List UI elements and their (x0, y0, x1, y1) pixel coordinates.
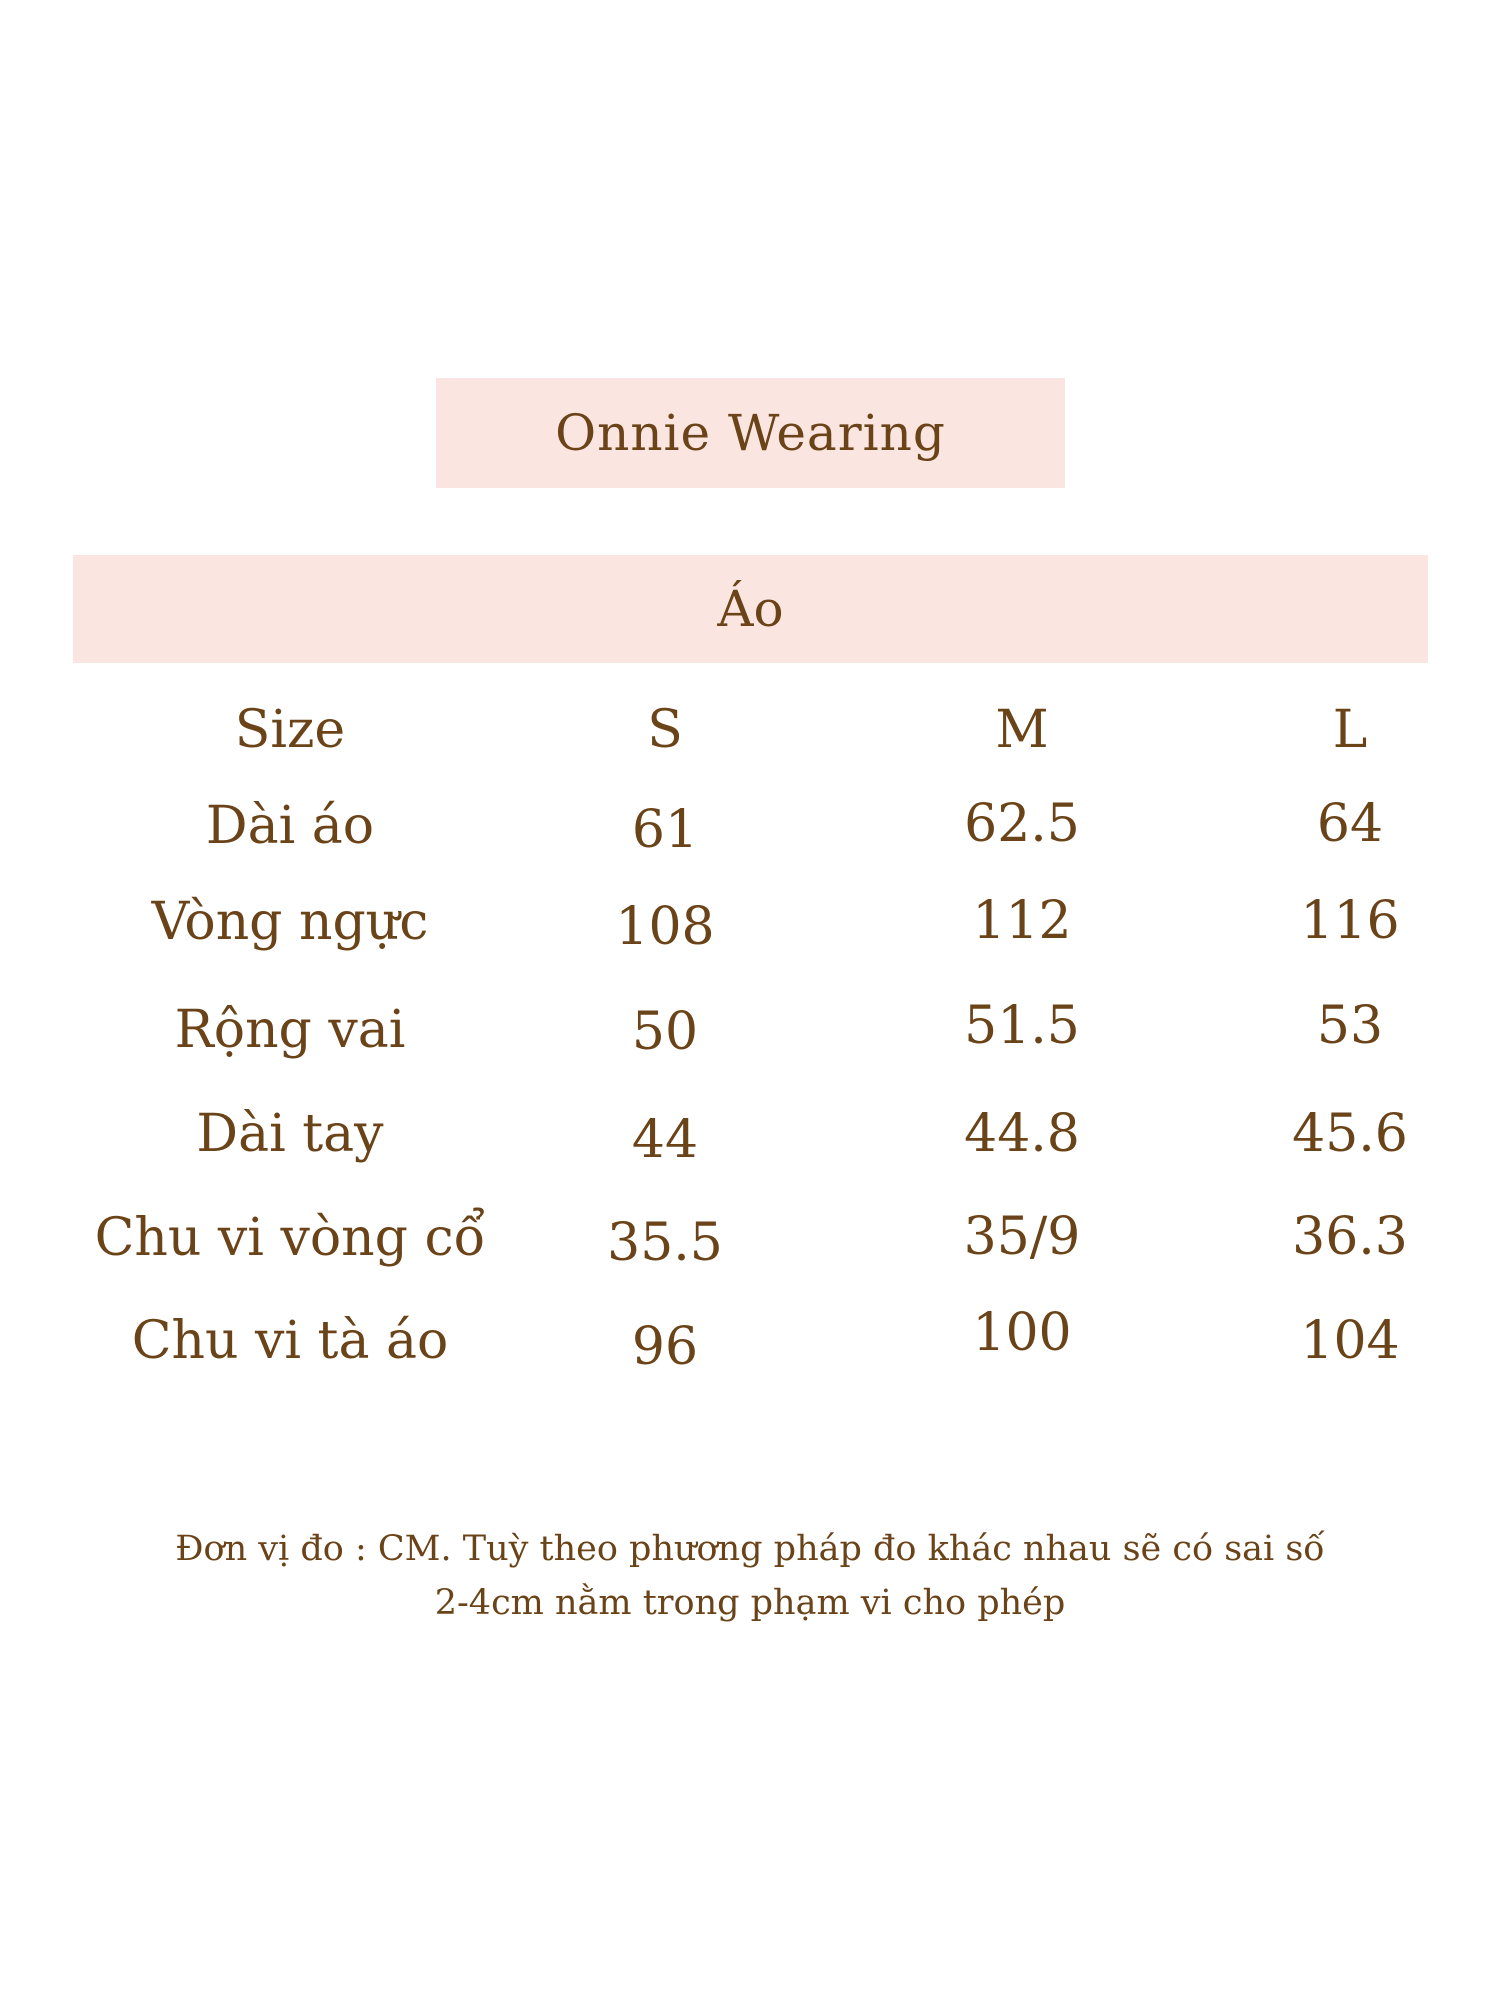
header-cell-s: S (647, 700, 683, 760)
table-cell: 96 (631, 1317, 699, 1377)
note-line-2: 2-4cm nằm trong phạm vi cho phép (434, 1583, 1066, 1623)
table-cell: 61 (631, 800, 699, 860)
table-cell: 112 (972, 891, 1072, 951)
note-line-1: Đơn vị đo : CM. Tuỳ theo phương pháp đo khác nhau sẽ có sai số (175, 1529, 1325, 1569)
table-cell: 62.5 (964, 794, 1080, 854)
table-cell: 45.6 (1292, 1104, 1408, 1164)
table-cell: 35/9 (963, 1207, 1081, 1267)
table-cell: 44 (631, 1110, 699, 1170)
header-cell-l: L (1332, 700, 1368, 760)
table-cell: 44.8 (964, 1104, 1080, 1164)
table-cell: 104 (1300, 1311, 1400, 1371)
table-cell: 35.5 (607, 1213, 723, 1273)
header-cell-size: Size (234, 700, 346, 760)
row-label: Dài áo (205, 796, 375, 856)
row-label: Rộng vai (174, 1000, 406, 1060)
section-title: Áo (717, 580, 784, 638)
measurement-note (0, 1522, 1500, 1630)
table-cell: 108 (615, 897, 715, 957)
row-label: Chu vi vòng cổ (94, 1208, 486, 1268)
row-label: Dài tay (196, 1104, 384, 1164)
row-label: Chu vi tà áo (131, 1311, 449, 1371)
table-cell: 36.3 (1292, 1207, 1408, 1267)
table-cell: 116 (1300, 891, 1400, 951)
table-cell: 64 (1316, 794, 1384, 854)
header-cell-m: M (995, 700, 1049, 760)
row-label: Vòng ngực (151, 892, 429, 952)
table-cell: 51.5 (964, 996, 1080, 1056)
table-cell: 50 (631, 1002, 699, 1062)
table-cell: 53 (1316, 996, 1384, 1056)
table-cell: 100 (972, 1303, 1072, 1363)
brand-name: Onnie Wearing (555, 404, 946, 462)
